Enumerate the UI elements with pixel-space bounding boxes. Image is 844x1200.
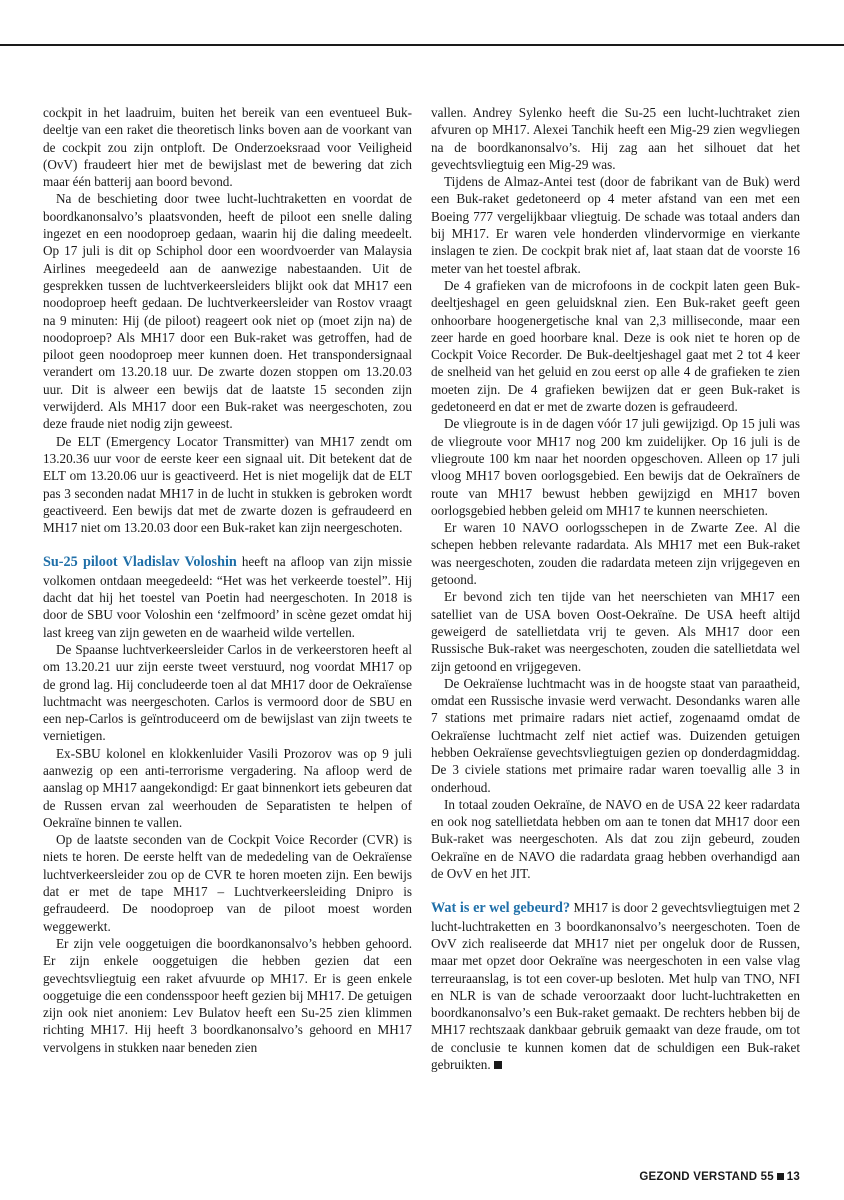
paragraph: De 4 grafieken van de microfoons in de cockpit laten geen Buk-deeltjeshagel en geen geluidsknal zien. Een Buk-raket geeft geen onhoorbare hoogenergetische knal van 2,3 milliseconde, maar een zeer harde en goed hoorbare knal. Deze is ook niet te horen op de Cockpit Voice Recorder. De Buk-deeltjeshagel gaat met 2 tot 4 keer de snelheid van het geluid en zou eerst op alle 4 de grafieken te zien moeten zijn. De 4 grafieken bewijzen dat er geen Buk-raket is gedetoneerd en dat er met de zwarte dozen is gefraudeerd.: [431, 277, 800, 415]
paragraph: vallen. Andrey Sylenko heeft die Su-25 een lucht-luchtraket zien afvuren op MH17. Alexei Tanchik heeft een Mig-29 zien wegvliegen na de boordkanonsalvo’s. Hij zag aan het silhouet dat het gevechtsvliegtuig een Mig-29 was.: [431, 105, 800, 172]
right-column: [431, 104, 800, 1073]
paragraph: cockpit in het laadruim, buiten het bereik van een eventueel Buk-deeltje van een raket die theoretisch links boven aan de voorkant van de cockpit zou zijn ontploft. De Onderzoeksraad voor Veiligheid (OvV) fraudeert hier met de bewijslast met de bewering dat zich maar één batterij aan boord bevond.: [43, 105, 412, 190]
paragraph: Na de beschieting door twee lucht-luchtraketten en voordat de boordkanonsalvo’s plaatsvonden, heeft de piloot een snelle daling ingezet en een noodoproep gedaan, waarin hij die daling meedeelt. Op 17 juli is dit op Schiphol door een woordvoerder van Malaysia Airlines meegedeeld aan de aanwezige nabestaanden. Uit de gesprekken tussen de luchtverkeersleiders blijkt ook dat MH17 een noodoproep heeft gedaan. De luchtverkeersleider van Rostov vraagt na 9 minuten: Hij (de piloot) reageert ook niet op (moet zijn na) de noodoproep? Als MH17 door een Buk-raket was getroffen, had de piloot geen noodoproep meer kunnen doen. Het transpondersignaal verandert om 13.20.18 uur. De zwarte dozen stoppen om 13.20.03 uur. Dit is alweer een bewijs dat de laatste 15 seconden zijn verwijderd. Als MH17 door een Buk-raket was neergeschoten, zou deze fraude niet nodig zijn geweest.: [43, 191, 412, 432]
section-text: MH17 is door 2 gevechtsvliegtuigen met 2 lucht-luchtraketten en 3 boordkanonsalvo’s neergeschoten. Toen de OvV zich realiseerde dat MH17 niet per ongeluk door de Russen, maar met opzet door Oekraïne was neergeschoten in een valse vlag terreuraanslag, is tot een cover-up besloten. Met hulp van TNO, NFI en NLR is van de schade veroorzaakt door lucht-luchtraketten en boordkanonsalvo’s een Buk-raket gemaakt. De rechters hebben bij de MH17 rechtszaak dankbaar gebruik gemaakt van deze fraude, om tot de conclusie te kunnen komen dat de schuldigen een Buk-raket gebruikten.: [431, 900, 800, 1073]
paragraph: Er bevond zich ten tijde van het neerschieten van MH17 een satelliet van de USA boven Oost-Oekraïne. De USA heeft altijd geweigerd de satellietdata vrij te geven. Als MH17 door een Russische Buk-raket was neergeschoten, zouden die satellietdata wel zijn getoond en vrijgegeven.: [431, 589, 800, 674]
section-paragraph: [431, 899, 800, 1073]
section-lead: Su-25 piloot Vladislav Voloshin: [43, 554, 237, 571]
page-footer: [639, 1171, 800, 1183]
paragraph: Er waren 10 NAVO oorlogsschepen in de Zwarte Zee. Al die schepen hebben relevante radardata. Als MH17 met een Buk-raket was neergeschoten, zouden die radardata meteen zijn vrijgegeven en getoond.: [431, 520, 800, 588]
top-rule: [0, 44, 844, 46]
paragraph: Er zijn vele ooggetuigen die boordkanonsalvo’s hebben gehoord. Er zijn enkele ooggetuigen die hebben gezien dat een gevechtsvliegtuig een raket afvuurde op MH17. Er is geen enkele ooggetuige die een condensspoor heeft gezien bij MH17. De getuigen zijn ook niet anoniem: Lev Bulatov heeft een Su-25 zien klimmen richting MH17. Hij heeft 3 boordkanonsalvo’s gehoord en MH17 vervolgens in stukken naar beneden zien: [43, 935, 412, 1055]
paragraph: De ELT (Emergency Locator Transmitter) van MH17 zendt om 13.20.36 uur voor de eerste keer een signaal uit. Dit betekent dat de ELT om 13.20.06 uur is geactiveerd. Het is niet mogelijk dat de ELT pas 3 seconden nadat MH17 in de lucht in stukken is gebroken wordt geactiveerd. Een bewijs dat met de zwarte dozen is gefraudeerd en MH17 niet om 13.20.03 door een Buk-raket kan zijn neergeschoten.: [43, 433, 412, 536]
paragraph: In totaal zouden Oekraïne, de NAVO en de USA 22 keer radardata en ook nog satellietdata hebben om aan te tonen dat MH17 door een Buk-raket was neergeschoten. Als dat zou zijn gebeurd, zouden Oekraïne en de NAVO die radardata graag hebben overhandigd aan de OvV en het JIT.: [431, 796, 800, 882]
paragraph: Tijdens de Almaz-Antei test (door de fabrikant van de Buk) werd een Buk-raket gedetoneerd op 4 meter afstand van een met een Boeing 777 vergelijkbaar vliegtuig. De schade was totaal anders dan bij MH17. Er waren vele honderden vlindervormige en vierkante inslagen te zien. De cockpit brak niet af, laat staan dat de voorste 16 meter van het toestel afbrak.: [431, 174, 800, 276]
square-bullet-icon: [777, 1173, 784, 1180]
paragraph: De Oekraïense luchtmacht was in de hoogste staat van paraatheid, omdat een Russische invasie werd verwacht. Desondanks waren alle 7 stations met primaire radars niet actief, zogenaamd omdat de Oekraïense luchtmacht zelf niet actief was. Duizenden getuigen hebben Oekraïense gevechtsvliegtuigen gezien op donderdagmiddag. De 3 civiele stations met primaire radar waren toevallig alle 3 in onderhoud.: [431, 675, 800, 795]
end-mark-icon: [494, 1061, 502, 1069]
section-lead: Wat is er wel gebeurd?: [431, 900, 571, 917]
section-paragraph: [43, 553, 412, 640]
left-column: [43, 104, 412, 1056]
paragraph: Op de laatste seconden van de Cockpit Voice Recorder (CVR) is niets te horen. De eerste helft van de mededeling van de Oekraïense luchtverkeersleider zou op de CVR te horen moeten zijn. Een bewijs dat er met de tape MH17 – Luchtverkeersleiding Dnipro is gefraudeerd. De noodoproep van de piloot moest worden weggewerkt.: [43, 832, 412, 934]
page-number: 13: [786, 1171, 800, 1183]
paragraph: De Spaanse luchtverkeersleider Carlos in de verkeerstoren heeft al om 13.20.21 uur zijn eerste tweet verstuurd, nog voordat MH17 op de grond lag. Hij concludeerde toen al dat MH17 door de Oekraïense luchtmacht was neergeschoten. Carlos is vermoord door de SBU en een nep-Carlos is geïntroduceerd om de bewijslast van zijn tweets te vernietigen.: [43, 641, 412, 744]
magazine-title: GEZOND VERSTAND 55: [639, 1171, 774, 1183]
section-text: heeft na afloop van zijn missie volkomen ontdaan meegedeeld: “Het was het verkeerde toestel”. Hij dacht dat hij het toestel van Poetin had neergeschoten. In 2018 is door de SBU voor Voloshin een ‘zelfmoord’ in scène gezet omdat hij last kreeg van zijn geweten en de waarheid wilde vertellen.: [43, 554, 412, 640]
paragraph: De vliegroute is in de dagen vóór 17 juli gewijzigd. Op 15 juli was de vliegroute voor MH17 nog 200 km zuidelijker. Op 16 juli is de vliegroute 100 km naar het noorden opgeschoven. Alleen op 17 juli vloog MH17 boven oorlogsgebied. Een bewijs dat de Oekraïners de route van MH17 bewust hebben gewijzigd en MH17 boven oorlogsgebied hebben geleid om MH17 te kunnen neerschieten.: [431, 416, 800, 518]
paragraph: Ex-SBU kolonel en klokkenluider Vasili Prozorov was op 9 juli aanwezig op een anti-terrorisme vergadering. Na afloop werd de aanslag op MH17 aangekondigd: Er gaat binnenkort iets gebeuren dat de Russen ervan zal weerhouden de Separatisten te helpen of Oekraïne binnen te vallen.: [43, 745, 412, 830]
